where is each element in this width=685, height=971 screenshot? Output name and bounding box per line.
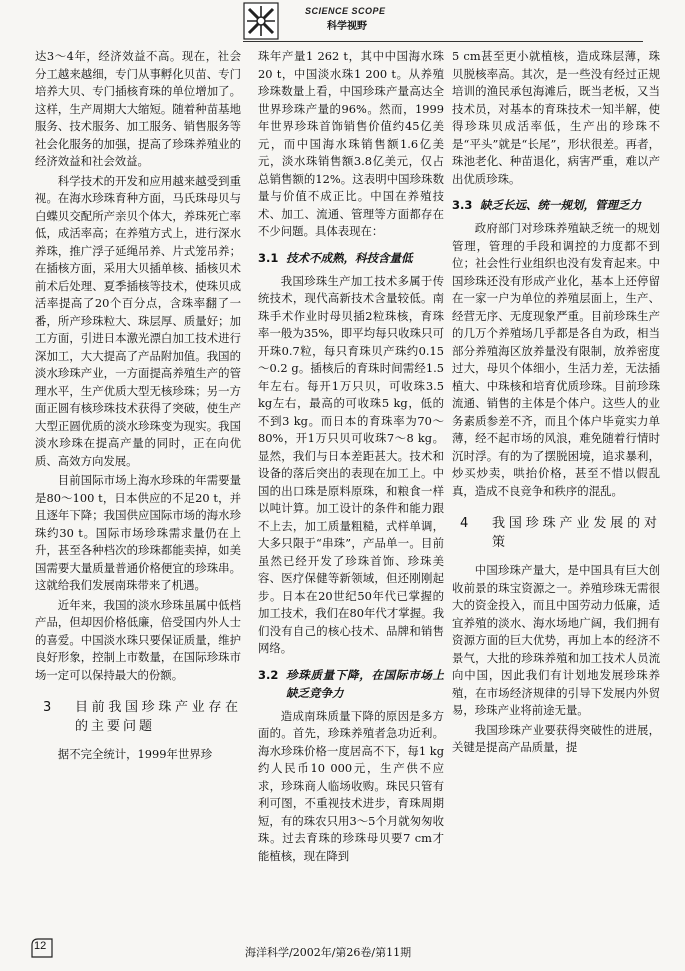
paragraph: 我国珍珠产业要获得突破性的进展，关键是提高产品质量，提 [452,722,660,754]
column-right [452,48,660,759]
paragraph: 据不完全统计，1999年世界珍 [57,747,213,761]
subsection-number: 3.1 [258,250,279,265]
brand-english: SCIENCE SCOPE [305,6,386,16]
section-heading-3 [35,698,241,736]
paragraph: 造成南珠质量下降的原因是多方面的。首先，珍珠养殖者急功近利。海水珍珠价格一度居高不下，每1 kg约人民币10 000元，生产供不应求，珍珠商人临场收购。珠民只管有利可图，不重视技术进步，育珠周期短，有的珠农只用3～5个月就匆匆收珠。过去育珠的珍珠母贝要7 cm才能植核，现在降到 [258,708,444,863]
paragraph: 中国珍珠产量大，是中国具有巨大创收前景的珠宝资源之一。养殖珍珠无需很大的资金投入，而且中国劳动力低廉，适宜养殖的淡水、海水场地广阔，我们拥有资源方面的巨大优势，再加上本的经济不景气，大批的珍珠养殖和加工技术人员流向中国，因此我们有计划地发展珍珠养殖，在市场经济规律的引导下发展内外贸易，珍珠产业将前途无量。 [452,563,660,717]
page-number-badge [30,937,54,959]
subsection-title: 缺乏长远、统一规划，管理乏力 [480,198,641,212]
section-number: 3 [43,700,52,715]
paragraph: 5 cm甚至更小就植核，造成珠层薄，珠贝脱核率高。其次，是一些没有经过正规培训的渔民承包海滩后，既当老板，又当技术员，对基本的育珠技术一知半解，使得珍珠贝成活率低，生产出的珍珠不是“平头”就是“长尾”，形状很差。再者，珠池老化、种苗退化，病害严重，难以产出优质珍珠。 [452,49,660,186]
page-number: 12 [34,940,47,952]
header-title [305,6,417,30]
paragraph: 达3～4年，经济效益不高。现在，社会分工越来越细，专门从事孵化贝苗、专门培养大贝、专门插核育珠的单位增加了。这样，生产周期大大缩短。随着种苗基地服务、技术服务、加工服务、销售服务等社会化服务的加强，提高了珍珠养殖业的经济效益和社会效益。 [35,49,241,168]
footer-citation: 海洋科学/2002年/第26卷/第11期 [245,946,412,959]
paragraph: 我国珍珠生产加工技术多属于传统技术，现代高新技术含量较低。南珠手术作业时母贝插2粒珠核，育珠率一般为35%，即平均每只收珠只可开珠0.7粒，每只育珠贝产珠约0.15～0.2 g。插核后的育珠时间需经1.5年左右。每开1万只贝，可收珠3.5 kg左右，最高的可收珠5 kg，低的不到3 kg。而日本的育珠率为70～80%，开1万只贝可收珠7～8 kg。显然，我们与日本差距甚大。技术和设备的落后突出的表现在加工上。中国的出口珠是原料原珠，和粮食一样以吨计算。加工设计的条件和能力跟不上去，加工质量粗糙，式样单调，大多只限于“串珠”，产品单一。目前虽然已经开发了珍珠首饰、珍珠美容、医疗保健等新领域，但还刚刚起步。日本在20世纪50年代已掌握的加工技术，我们在80年代才掌握。我们没有自己的核心技术、品牌和销售网络。 [258,273,444,655]
brand-chinese: 科学视野 [327,21,367,32]
paragraph: 科学技术的开发和应用越来越受到重视。在海水珍珠育种方面，马氏珠母贝与白蝶贝交配所产亲贝个体大，养珠死亡率低，成活率高；在养殖方式上，进行深水养珠，推广浮子延绳吊养、片式笼吊养；在插核方面，采用大贝插单核、插核贝术前术后处理、夏季插核等技术，使珠贝成活率提高了20个百分点，含珠率翻了一番，所产珍珠粒大、珠层厚、质量好；加工方面，引进日本激光漂白加工技术进行深加工，大大提高了产品附加值。我国的淡水珍珠产业，一方面提高养殖生产的管理水平，生产优质大型无核珍珠；另一方面正圆有核珍珠技术获得了突破，使生产大型正圆优质的淡水珍珠变为现实。我国淡水珍珠在提高产量的同时，正在向优质、高效方向发展。 [35,173,241,468]
column-left [35,48,241,766]
paragraph: 珠年产量1 262 t，其中中国海水珠20 t，中国淡水珠1 200 t。从养殖珍珠数量上看，中国珍珠产量高达全世界珍珠产量的96%。然而，1999年世界珍珠首饰销售价值约45亿美元，而中国海水珠销售额1.6亿美元，淡水珠销售额3.8亿美元，仅占总销售额的12%。这表明中国珍珠数量与价值不成正比。中国在养殖技术、加工、流通、管理等方面都存在不少问题。具体表现在： [258,49,444,238]
subsection-number: 3.2 [258,667,279,682]
subsection-heading-3-2 [258,666,444,702]
subsection-heading-3-1 [258,249,444,267]
subsection-heading-3-3 [452,196,660,214]
section-title: 目前我国珍珠产业存在的主要问题 [75,700,241,734]
section-heading-4 [452,514,660,552]
paragraph: 目前国际市场上海水珍珠的年需要量是80～100 t，日本供应的不足20 t，并且逐年下降；我国供应国际市场的海水珍珠约30 t。国际市场珍珠需求量仍在上升，甚至各种档次的珍珠都能卖掉，如美国需要大量质量普通价格便宜的珍珠串。这就给我们发展南珠带来了机遇。 [35,473,241,592]
paragraph: 政府部门对珍珠养殖缺乏统一的规划管理，管理的手段和调控的力度都不到位；社会性行业组织也没有发育起来。中国珍珠还没有形成产业化，基本上还停留在一家一户为单位的养殖层面上，生产、经营无序、无度现象严重。目前珍珠生产的几万个养殖场几乎都是各自为政，相当部分养殖海区放养量没有限制，放养密度过大，母贝个体细小，生活力差，无法插植大、中珠核和培育优质珍珠。目前珍珠流通、销售的主体是个体户。这些人的业务素质参差不齐，而且个体户毕竟实力单薄，经不起市场的风浪，难免随着行情时沉时浮。有的为了摆脱困境，追求暴利，炒买炒卖，哄抬价格，甚至不惜以假乱真，造成不良竞争和秩序的混乱。 [452,221,660,498]
subsection-number: 3.3 [452,198,473,212]
column-middle [258,48,444,867]
section-title: 我国珍珠产业发展的对策 [492,516,660,550]
header-rule [243,41,643,42]
science-scope-logo-icon [243,2,279,40]
paragraph: 近年来，我国的淡水珍珠虽属中低档产品，但却因价格低廉，倍受国内外人士的喜爱。中国淡水珠只要保证质量，维护良好形象，控制上市数量，在国际珍珠市场一定可以保持最大的份额。 [35,597,241,682]
subsection-title: 技术不成熟，科技含量低 [286,250,413,265]
section-number: 4 [460,516,469,531]
subsection-title: 珍珠质量下降，在国际市场上缺乏竞争力 [286,667,444,700]
